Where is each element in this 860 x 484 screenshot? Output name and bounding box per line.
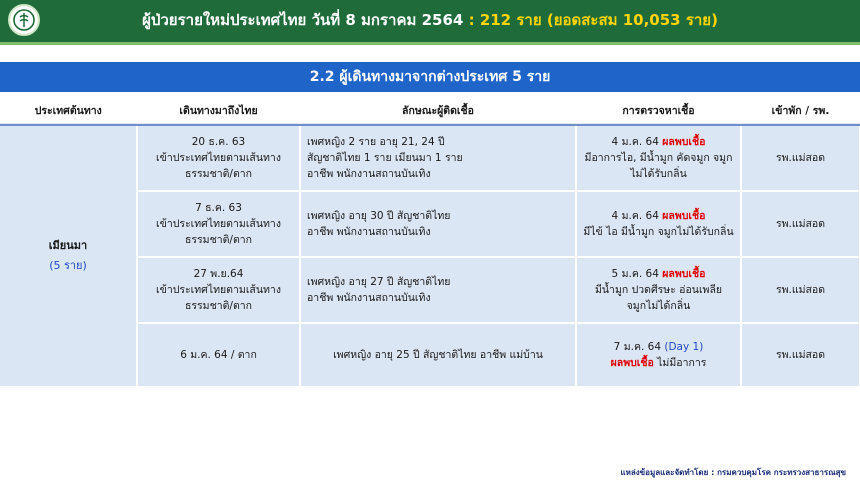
arrival-cell [137,257,300,323]
test-note: มีอาการไอ, มีน้ำมูก คัดจมูก จมูก [584,152,733,164]
test-day: (Day 1) [664,341,704,353]
test-date: 7 ม.ค. 64 [613,341,665,353]
header-bar [0,0,860,45]
profile-line: อาชีพ พนักงานสถานบันเทิง [307,168,431,180]
section-title: 2.2 ผู้เดินทางมาจากต่างประเทศ 5 ราย [309,69,551,85]
arrival-cell [137,125,300,191]
hospital-cell: รพ.แม่สอด [741,191,860,257]
profile-line: เพศหญิง 2 ราย อายุ 21, 24 ปี [307,136,445,148]
test-note: มีน้ำมูก ปวดศีรษะ อ่อนเพลีย [594,284,723,296]
test-date: 5 ม.ค. 64 [611,268,663,280]
test-result: ผลพบเชื้อ [662,136,706,148]
source-footer: แหล่งข้อมูลและจัดทำโดย : กรมควบคุมโรค กระทรวงสาธารณสุข [620,468,846,477]
arrival-route: เข้าประเทศไทยตามเส้นทาง [156,152,281,164]
profile-cell [300,257,576,323]
section-title-bar [0,62,860,92]
test-result: ผลพบเชื้อ [662,268,706,280]
arrival-cell: 6 ม.ค. 64 / ตาก [137,323,300,387]
arrival-date: 20 ธ.ค. 63 [191,136,246,148]
arrival-date: 7 ธ.ค. 63 [195,202,242,214]
test-note: มีไข้ ไอ มีน้ำมูก จมูกไม่ได้รับกลิ่น [583,226,734,238]
test-note: ไม่มีอาการ [653,357,707,369]
title-separator: : [463,11,480,29]
profile-cell: เพศหญิง อายุ 25 ปี สัญชาติไทย อาชีพ แม่บ้าน [300,323,576,387]
test-result: ผลพบเชื้อ [662,210,706,222]
country-count: (5 ราย) [49,259,87,272]
arrival-route: เข้าประเทศไทยตามเส้นทาง [156,218,281,230]
test-result: ผลพบเชื้อ [610,357,654,369]
testing-cell [576,125,741,191]
profile-line: อาชีพ พนักงานสถานบันเทิง [307,226,431,238]
hospital-cell: รพ.แม่สอด [741,257,860,323]
profile-line: เพศหญิง อายุ 27 ปี สัญชาติไทย [307,276,451,288]
profile-cell [300,125,576,191]
column-header-arrival: เดินทางมาถึงไทย [137,96,300,125]
country-name: เมียนมา [48,239,88,252]
table-header-row [0,96,860,125]
profile-cell [300,191,576,257]
arrival-cell [137,191,300,257]
arrival-place: ธรรมชาติ/ตาก [184,168,253,180]
arrival-date: 27 พ.ย.64 [193,268,244,280]
page-title [0,8,860,32]
test-date: 4 ม.ค. 64 [611,210,663,222]
arrival-place: ธรรมชาติ/ตาก [184,234,253,246]
testing-cell [576,323,741,387]
column-header-origin: ประเทศต้นทาง [0,96,137,125]
test-note: จมูกไม่ได้กลิ่น [626,300,691,312]
hospital-cell: รพ.แม่สอด [741,125,860,191]
testing-cell [576,257,741,323]
hospital-cell: รพ.แม่สอด [741,323,860,387]
arrival-route: เข้าประเทศไทยตามเส้นทาง [156,284,281,296]
profile-line: เพศหญิง อายุ 30 ปี สัญชาติไทย [307,210,451,222]
table-row [0,125,860,191]
test-note: ไม่ได้รับกลิ่น [630,168,687,180]
title-text: ผู้ป่วยรายใหม่ประเทศไทย วันที่ 8 มกราคม 2564 [142,11,464,29]
test-date: 4 ม.ค. 64 [611,136,663,148]
column-header-profile: ลักษณะผู้ติดเชื้อ [300,96,576,125]
testing-cell [576,191,741,257]
column-header-testing: การตรวจหาเชื้อ [576,96,741,125]
country-cell [0,125,137,387]
profile-line: อาชีพ พนักงานสถานบันเทิง [307,292,431,304]
column-header-hospital: เข้าพัก / รพ. [741,96,860,125]
title-highlight: 212 ราย (ยอดสะสม 10,053 ราย) [479,11,718,29]
arrival-place: ธรรมชาติ/ตาก [184,300,253,312]
profile-line: สัญชาติไทย 1 ราย เมียนมา 1 ราย [307,152,463,164]
cases-table [0,96,860,388]
